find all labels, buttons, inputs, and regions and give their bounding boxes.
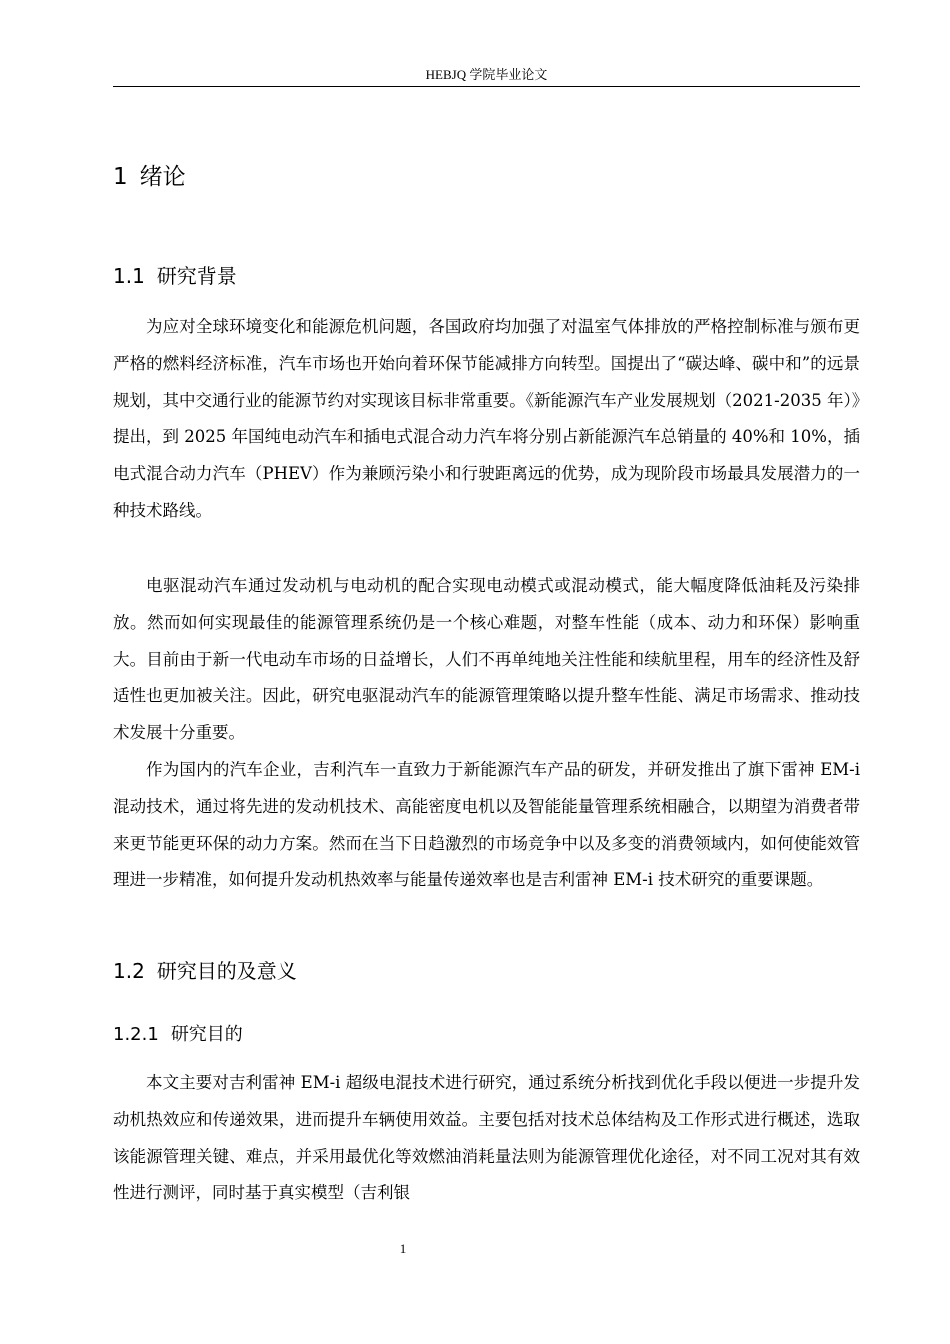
paragraph-background-1: 为应对全球环境变化和能源危机问题，各国政府均加强了对温室气体排放的严格控制标准与颁布更严格的燃料经济标准，汽车市场也开始向着环保节能减排方向转型。国提出了“碳达峰、碳中和”的远景规划，其中交通行业的能源节约对实现该目标非常重要。《新能源汽车产业发展规划（2021-2035 年）》提出，到 2025 年国纯电动汽车和插电式混合动力汽车将分别占新能源汽车总销量的 40%和 10%，插电式混合动力汽车（PHEV）作为兼顾污染小和行驶距离远的优势，成为现阶段市场最具发展潜力的一种技术路线。: [113, 317, 860, 520]
subsection-heading-1-2-1: [113, 1022, 243, 1048]
paragraph-background-2: 电驱混动汽车通过发动机与电动机的配合实现电动模式或混动模式，能大幅度降低油耗及污染排放。然而如何实现最佳的能源管理系统仍是一个核心难题，对整车性能（成本、动力和环保）影响重大。目前由于新一代电动车市场的日益增长，人们不再单纯地关注性能和续航里程，用车的经济性及舒适性也更加被关注。因此，研究电驱混动汽车的能源管理策略以提升整车性能、满足市场需求、推动技术发展十分重要。: [113, 576, 860, 743]
subsection-title: 研究目的: [170, 1024, 243, 1045]
section-heading-1-1: [113, 262, 237, 290]
subsection-number: 1.2.1: [113, 1024, 159, 1045]
chapter-heading: [113, 162, 186, 192]
chapter-number: 1: [113, 164, 128, 190]
running-header: HEBJQ 学院毕业论文: [425, 67, 548, 82]
section-number: 1.1: [113, 264, 145, 288]
paragraph-purpose-1: 本文主要对吉利雷神 EM-i 超级电混技术进行研究，通过系统分析找到优化手段以便进一步提升发动机热效应和传递效果，进而提升车辆使用效益。主要包括对技术总体结构及工作形式进行概述，选取该能源管理关键、难点，并采用最优化等效燃油消耗量法则为能源管理优化途径，对不同工况对其有效性进行测评，同时基于真实模型（吉利银: [113, 1073, 860, 1203]
paragraph-background-3: 作为国内的汽车企业，吉利汽车一直致力于新能源汽车产品的研发，并研发推出了旗下雷神 EM-i 混动技术，通过将先进的发动机技术、高能密度电机以及智能能量管理系统相融合，以期望为消费者带来更节能更环保的动力方案。然而在当下日趋激烈的市场竞争中以及多变的消费领域内，如何使能效管理进一步精准，如何提升发动机热效率与能量传递效率也是吉利雷神 EM-i 技术研究的重要课题。: [113, 760, 860, 890]
page-number: 1: [399, 1241, 407, 1256]
section-heading-1-2: [113, 957, 297, 985]
section-title: 研究背景: [156, 264, 237, 288]
section-number: 1.2: [113, 959, 145, 983]
chapter-title: 绪论: [139, 164, 186, 190]
section-title: 研究目的及意义: [156, 959, 297, 983]
header-rule: [113, 86, 860, 87]
